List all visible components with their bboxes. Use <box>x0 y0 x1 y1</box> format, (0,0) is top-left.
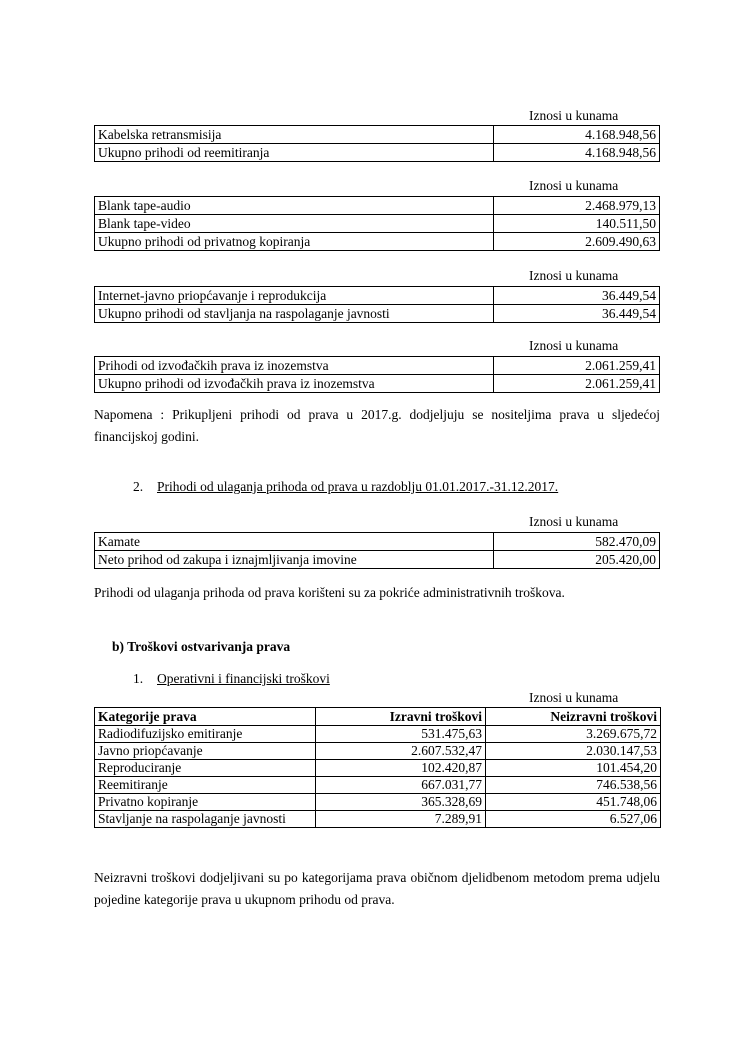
section-title: Prihodi od ulaganja prihoda od prava u razdoblju 01.01.2017.-31.12.2017. <box>157 479 559 494</box>
row-label: Blank tape-audio <box>95 197 494 215</box>
category-cell: Stavljanje na raspolaganje javnosti <box>95 811 316 828</box>
category-cell: Reemitiranje <box>95 777 316 794</box>
section-heading: b) Troškovi ostvarivanja prava <box>112 639 291 654</box>
table-row <box>95 726 661 743</box>
row-value: 582.470,09 <box>494 533 660 551</box>
indirect-cost-cell: 451.748,06 <box>486 794 661 811</box>
row-value: 205.420,00 <box>494 551 660 569</box>
row-value: 36.449,54 <box>494 305 660 323</box>
row-label: Blank tape-video <box>95 215 494 233</box>
table-row <box>95 760 661 777</box>
table-row <box>95 777 661 794</box>
indirect-cost-cell: 3.269.675,72 <box>486 726 661 743</box>
row-label: Ukupno prihodi od izvođačkih prava iz inozemstva <box>95 375 494 393</box>
table-row <box>95 305 660 323</box>
direct-cost-cell: 7.289,91 <box>316 811 486 828</box>
row-label: Ukupno prihodi od privatnog kopiranja <box>95 233 494 251</box>
indirect-cost-cell: 2.030.147,53 <box>486 743 661 760</box>
currency-label: Iznosi u kunama <box>529 338 619 353</box>
currency-label: Iznosi u kunama <box>529 690 619 705</box>
column-header: Neizravni troškovi <box>486 708 661 726</box>
table-row <box>95 811 661 828</box>
direct-cost-cell: 531.475,63 <box>316 726 486 743</box>
retransmission-table <box>94 125 660 162</box>
table-row <box>95 126 660 144</box>
indirect-costs-text: Neizravni troškovi dodjeljivani su po kategorijama prava običnom djelidbenom metodom prema udjelu pojedine kategorije prava u ukupnom prihodu od prava. <box>94 870 660 907</box>
indirect-cost-cell: 6.527,06 <box>486 811 661 828</box>
category-cell: Javno priopćavanje <box>95 743 316 760</box>
direct-cost-cell: 102.420,87 <box>316 760 486 777</box>
column-header: Kategorije prava <box>95 708 316 726</box>
table-row <box>95 743 661 760</box>
row-value: 2.061.259,41 <box>494 357 660 375</box>
category-cell: Privatno kopiranje <box>95 794 316 811</box>
direct-cost-cell: 2.607.532,47 <box>316 743 486 760</box>
table-row <box>95 197 660 215</box>
row-value: 2.609.490,63 <box>494 233 660 251</box>
note-paragraph: Napomena : Prikupljeni prihodi od prava u 2017.g. dodjeljuju se nositeljima prava u sljedećoj financijskoj godini. <box>94 407 660 444</box>
table-row <box>95 375 660 393</box>
indirect-cost-cell: 746.538,56 <box>486 777 661 794</box>
public-availability-table <box>94 286 660 323</box>
row-value: 2.468.979,13 <box>494 197 660 215</box>
currency-label: Iznosi u kunama <box>529 108 619 123</box>
table-header-row <box>95 708 661 726</box>
investment-income-text: Prihodi od ulaganja prihoda od prava korišteni su za pokriće administrativnih troškova. <box>94 585 565 600</box>
direct-cost-cell: 667.031,77 <box>316 777 486 794</box>
row-value: 2.061.259,41 <box>494 375 660 393</box>
row-label: Neto prihod od zakupa i iznajmljivanja imovine <box>95 551 494 569</box>
costs-table <box>94 707 661 828</box>
row-value: 140.511,50 <box>494 215 660 233</box>
table-row <box>95 357 660 375</box>
indirect-cost-cell: 101.454,20 <box>486 760 661 777</box>
section-number: 2. <box>133 479 144 494</box>
private-copy-table <box>94 196 660 251</box>
column-header: Izravni troškovi <box>316 708 486 726</box>
table-row <box>95 287 660 305</box>
currency-label: Iznosi u kunama <box>529 178 619 193</box>
row-label: Kamate <box>95 533 494 551</box>
row-value: 4.168.948,56 <box>494 144 660 162</box>
category-cell: Reproduciranje <box>95 760 316 777</box>
investment-income-table <box>94 532 660 569</box>
direct-cost-cell: 365.328,69 <box>316 794 486 811</box>
row-label: Prihodi od izvođačkih prava iz inozemstva <box>95 357 494 375</box>
row-value: 36.449,54 <box>494 287 660 305</box>
foreign-rights-table <box>94 356 660 393</box>
currency-label: Iznosi u kunama <box>529 514 619 529</box>
table-row <box>95 794 661 811</box>
table-row <box>95 215 660 233</box>
table-row <box>95 533 660 551</box>
currency-label: Iznosi u kunama <box>529 268 619 283</box>
subsection-number: 1. <box>133 671 144 686</box>
row-label: Ukupno prihodi od reemitiranja <box>95 144 494 162</box>
subsection-title: Operativni i financijski troškovi <box>157 671 330 686</box>
table-row <box>95 144 660 162</box>
category-cell: Radiodifuzijsko emitiranje <box>95 726 316 743</box>
row-label: Internet-javno priopćavanje i reprodukcija <box>95 287 494 305</box>
table-row <box>95 233 660 251</box>
table-row <box>95 551 660 569</box>
row-label: Kabelska retransmisija <box>95 126 494 144</box>
row-value: 4.168.948,56 <box>494 126 660 144</box>
row-label: Ukupno prihodi od stavljanja na raspolaganje javnosti <box>95 305 494 323</box>
